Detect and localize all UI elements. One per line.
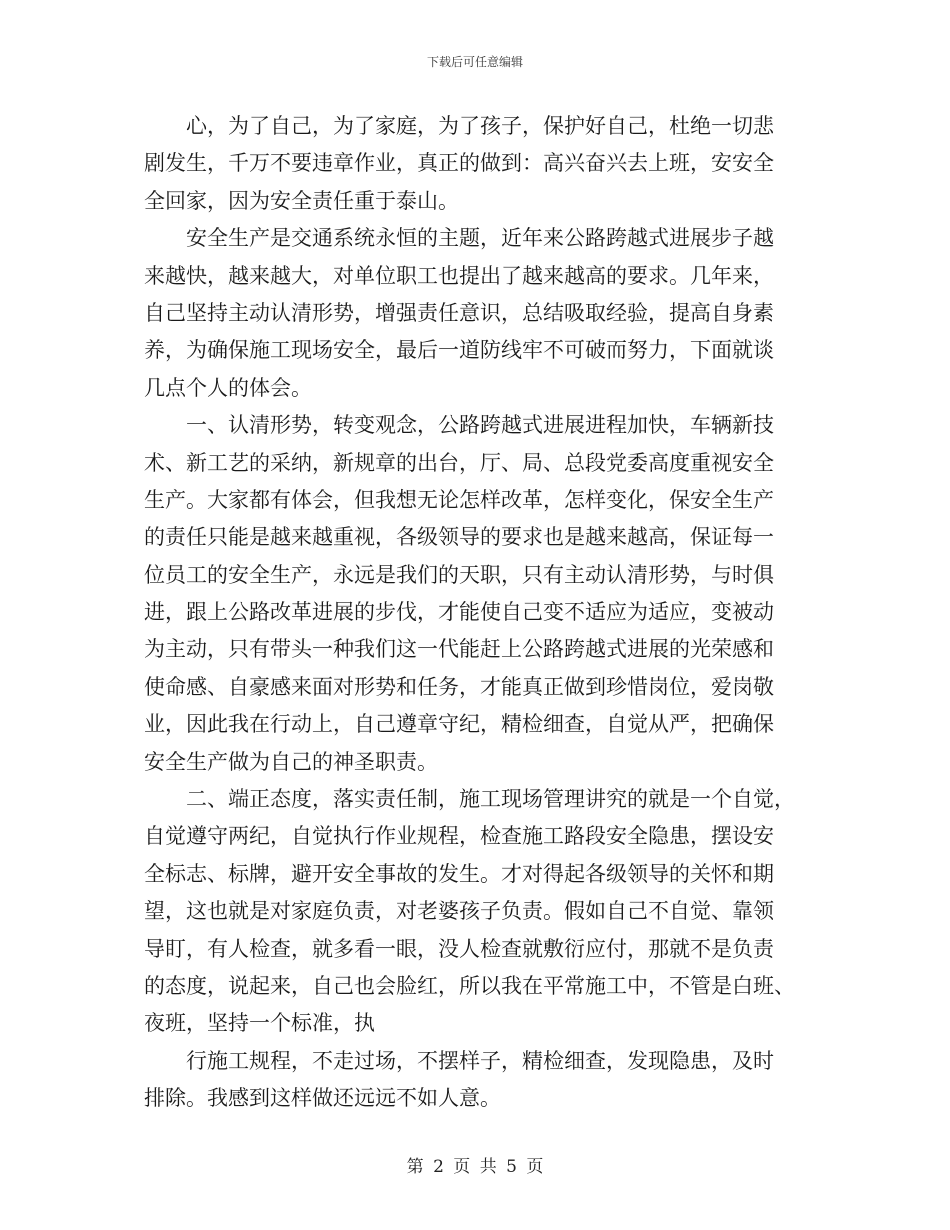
text-line: 望，这也就是对家庭负责，对老婆孩子负责。假如自己不自觉、靠领 bbox=[144, 899, 774, 924]
document-body bbox=[144, 108, 808, 1118]
paragraph-4 bbox=[144, 781, 808, 1043]
text-line: 全回家，因为安全责任重于泰山。 bbox=[144, 188, 459, 213]
text-line: 安全生产是交通系统永恒的主题，近年来公路跨越式进展步子越 bbox=[186, 226, 774, 251]
text-line: 使命感、自豪感来面对形势和任务，才能真正做到珍惜岗位，爱岗敬 bbox=[144, 674, 774, 699]
text-line: 一、认清形势，转变观念，公路跨越式进展进程加快，车辆新技 bbox=[186, 413, 774, 438]
paragraph-3 bbox=[144, 407, 808, 781]
page-number: 第 2 页 共 5 页 bbox=[406, 1157, 544, 1177]
text-line: 排除。我感到这样做还远远不如人意。 bbox=[144, 1086, 501, 1111]
text-line: 自己坚持主动认清形势，增强责任意识，总结吸取经验，提高自身素 bbox=[144, 300, 774, 325]
text-line: 为主动，只有带头一种我们这一代能赶上公路跨越式进展的光荣感和 bbox=[144, 637, 774, 662]
text-line: 自觉遵守两纪，自觉执行作业规程，检查施工路段安全隐患，摆设安 bbox=[144, 824, 774, 849]
text-line: 生产。大家都有体会，但我想无论怎样改革，怎样变化，保安全生产 bbox=[144, 487, 774, 512]
text-line: 全标志、标牌，避开安全事故的发生。才对得起各级领导的关怀和期 bbox=[144, 861, 774, 886]
text-line: 的态度，说起来，自己也会脸红，所以我在平常施工中，不管是白班、 bbox=[144, 973, 795, 998]
text-line: 剧发生，千万不要违章作业，真正的做到：高兴奋兴去上班，安安全 bbox=[144, 151, 774, 176]
text-line: 心，为了自己，为了家庭，为了孩子，保护好自己，杜绝一切悲 bbox=[186, 114, 774, 138]
text-line: 夜班，坚持一个标准，执 bbox=[144, 1011, 375, 1036]
text-line: 来越快，越来越大，对单位职工也提出了越来越高的要求。几年来， bbox=[144, 263, 774, 288]
text-line: 几点个人的体会。 bbox=[144, 375, 312, 400]
text-line: 位员工的安全生产，永远是我们的天职，只有主动认清形势，与时俱 bbox=[144, 562, 774, 587]
text-line: 二、端正态度，落实责任制，施工现场管理讲究的就是一个自觉， bbox=[186, 787, 795, 812]
page-header: 下载后可任意编辑 bbox=[426, 55, 523, 69]
text-line: 安全生产做为自己的神圣职责。 bbox=[144, 749, 438, 774]
paragraph-2 bbox=[144, 220, 808, 407]
paragraph-1 bbox=[144, 108, 808, 220]
text-line: 导盯，有人检查，就多看一眼，没人检查就敷衍应付，那就不是负责 bbox=[144, 936, 774, 961]
text-line: 养，为确保施工现场安全，最后一道防线牢不可破而努力，下面就谈 bbox=[144, 338, 774, 363]
text-line: 业，因此我在行动上，自己遵章守纪，精检细查，自觉从严，把确保 bbox=[144, 712, 774, 737]
text-line: 的责任只能是越来越重视，各级领导的要求也是越来越高，保证每一 bbox=[144, 525, 774, 550]
text-line: 进，跟上公路改革进展的步伐，才能使自己变不适应为适应，变被动 bbox=[144, 600, 774, 625]
text-line: 行施工规程，不走过场，不摆样子，精检细查，发现隐患，及时 bbox=[186, 1048, 774, 1073]
paragraph-5 bbox=[144, 1043, 808, 1118]
text-line: 术、新工艺的采纳，新规章的出台，厅、局、总段党委高度重视安全 bbox=[144, 450, 774, 475]
